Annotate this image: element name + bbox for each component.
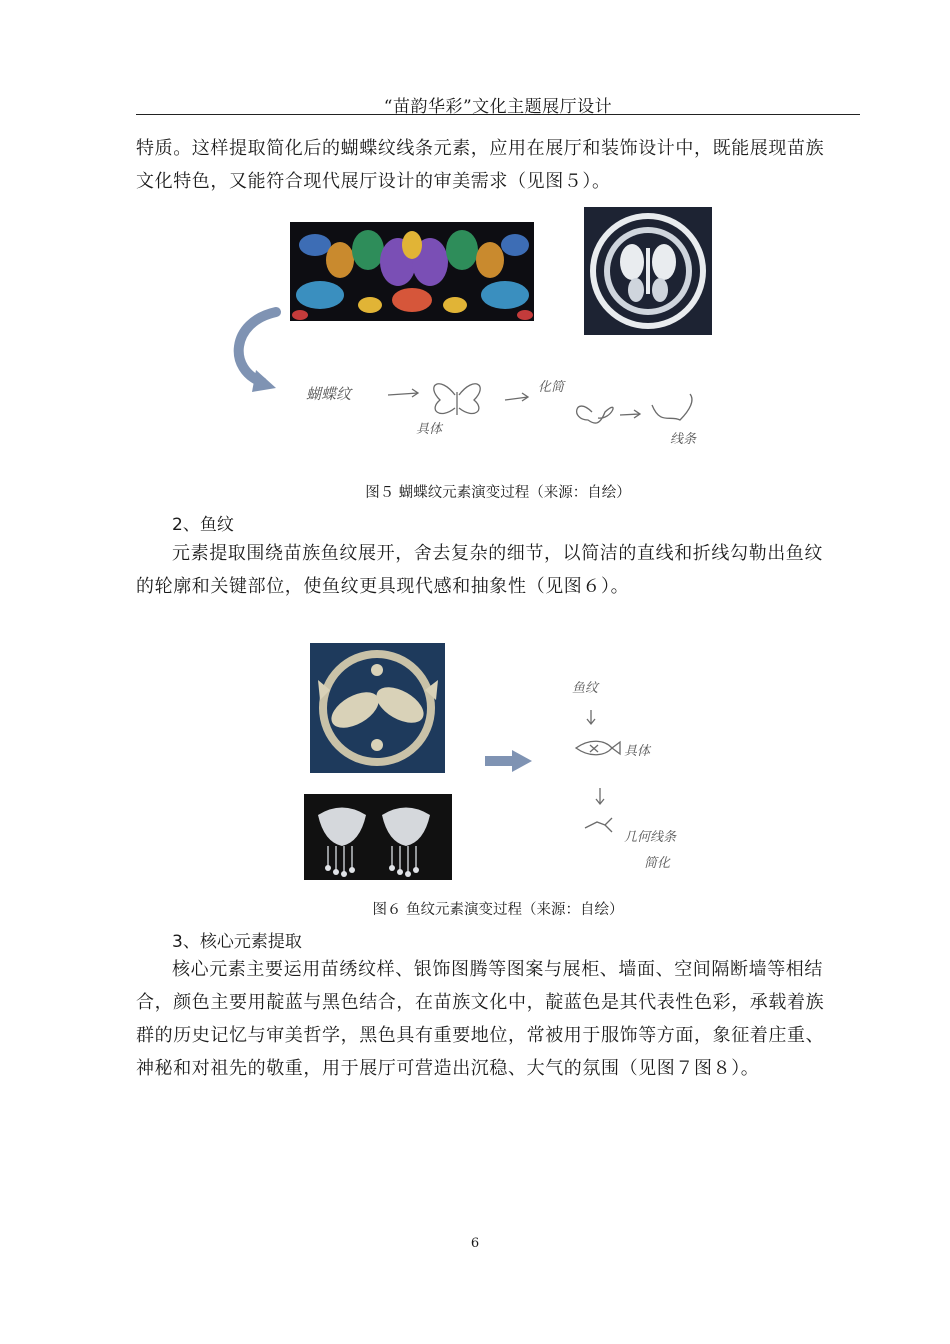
sketch-label: 蝴蝶纹 — [306, 385, 352, 403]
right-arrow-icon — [485, 750, 532, 772]
sketch-label: 简化 — [644, 856, 671, 871]
paragraph-line: 群的历史记忆与审美哲学，黑色具有重要地位，常被用于服饰等方面，象征着庄重、 — [136, 1025, 825, 1046]
sketch-label: 化简 — [538, 380, 565, 395]
paragraph-line: 合，颜色主要用靛蓝与黑色结合，在苗族文化中，靛蓝色是其代表性色彩，承载着族 — [136, 992, 825, 1013]
fish-sketch — [576, 710, 620, 832]
header-rule — [136, 114, 860, 115]
paragraph-1 — [136, 132, 860, 198]
curved-arrow-icon — [239, 312, 276, 392]
running-header: “苗韵华彩”文化主题展厅设计 — [383, 97, 613, 117]
sketch-label: 具体 — [416, 422, 443, 437]
paragraph-line: 核心元素主要运用苗绣纹样、银饰图腾等图案与展柜、墙面、空间隔断墙等相结 — [172, 959, 823, 980]
page-number: 6 — [470, 1236, 480, 1251]
paragraph-line: 的轮廓和关键部位，使鱼纹更具现代感和抽象性（见图６）。 — [136, 576, 630, 597]
section-heading-core-elements: 3、核心元素提取 — [172, 932, 302, 952]
paragraph-3 — [136, 953, 860, 1085]
sketch-label: 鱼纹 — [572, 681, 599, 696]
silver-ornament-image — [304, 794, 452, 880]
figure-6-caption: 图６ 鱼纹元素演变过程（来源：自绘） — [372, 902, 624, 918]
sketch-label: 线条 — [670, 432, 697, 447]
sketch-label: 具体 — [624, 744, 651, 759]
figure-5-caption: 图５ 蝴蝶纹元素演变过程（来源：自绘） — [365, 485, 631, 501]
paragraph-line: 文化特色，又能符合现代展厅设计的审美需求（见图５）。 — [136, 171, 611, 192]
sketch-label: 几何线条 — [624, 830, 677, 845]
butterfly-embroidery-image — [290, 222, 534, 321]
butterfly-batik-image — [584, 207, 712, 335]
paragraph-line: 特质。这样提取简化后的蝴蝶纹线条元素，应用在展厅和装饰设计中，既能展现苗族 — [136, 138, 825, 159]
paragraph-line: 神秘和对祖先的敬重，用于展厅可营造出沉稳、大气的氛围（见图７图８）。 — [136, 1058, 760, 1079]
fish-batik-image — [310, 643, 445, 773]
section-heading-fish: 2、鱼纹 — [172, 515, 234, 535]
paragraph-line: 元素提取围绕苗族鱼纹展开，舍去复杂的细节，以简洁的直线和折线勾勒出鱼纹 — [172, 543, 823, 564]
paragraph-2 — [136, 537, 860, 603]
